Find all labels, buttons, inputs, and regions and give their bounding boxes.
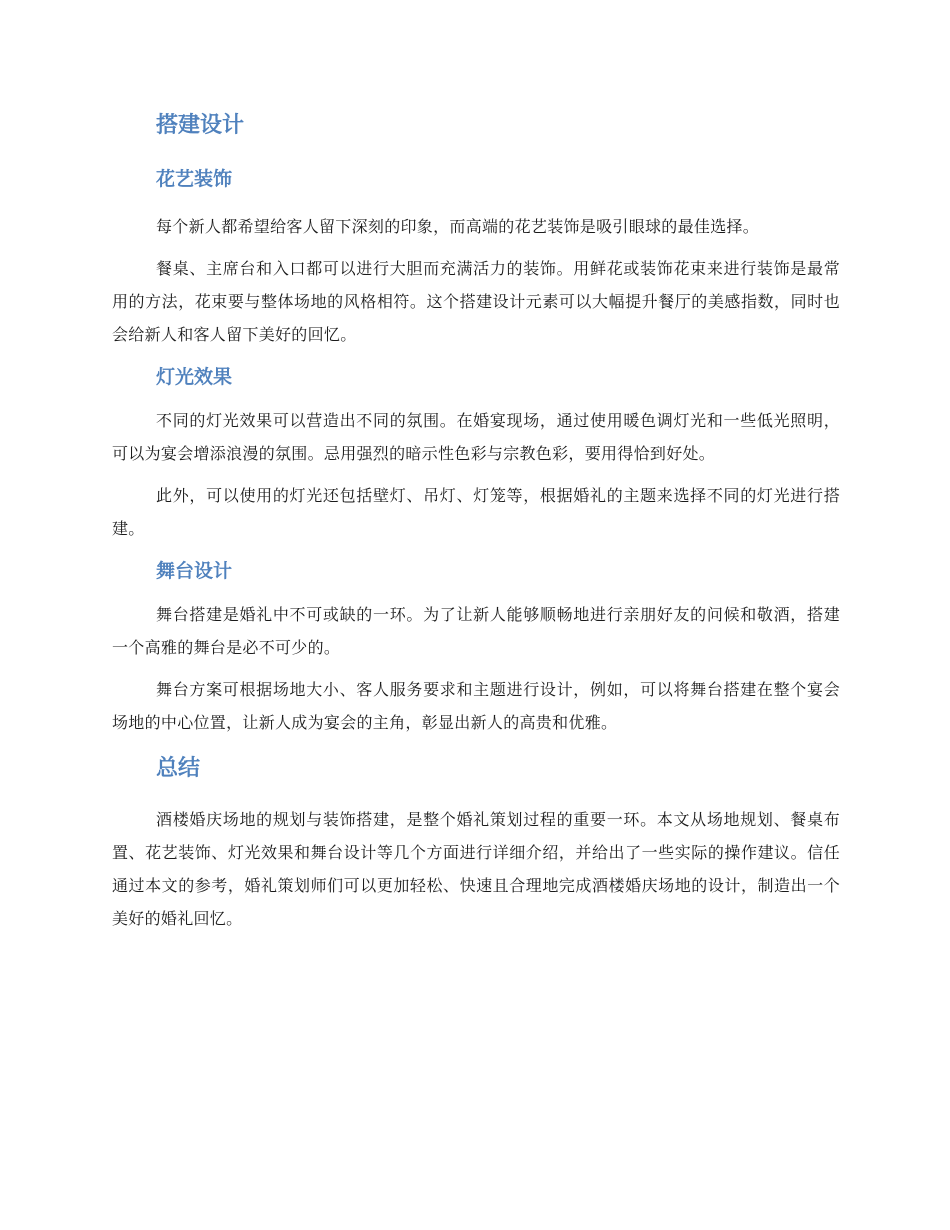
subsection-heading-lighting: 灯光效果: [156, 366, 233, 388]
section-heading-summary: 总结: [156, 756, 201, 781]
paragraph-floral-2: 餐桌、主席台和入口都可以进行大胆而充满活力的装饰。用鲜花或装饰花束来进行装饰是最常用的方法，花束要与整体场地的风格相符。这个搭建设计元素可以大幅提升餐厅的美感指数，同时也会给新人和客人留下美好的回忆。: [112, 259, 840, 344]
paragraph-lighting-1: 不同的灯光效果可以营造出不同的氛围。在婚宴现场，通过使用暖色调灯光和一些低光照明，可以为宴会增添浪漫的氛围。忌用强烈的暗示性色彩与宗教色彩，要用得恰到好处。: [112, 411, 840, 463]
paragraph-stage-2: 舞台方案可根据场地大小、客人服务要求和主题进行设计，例如，可以将舞台搭建在整个宴会场地的中心位置，让新人成为宴会的主角，彰显出新人的高贵和优雅。: [112, 680, 840, 732]
subsection-heading-floral: 花艺装饰: [156, 168, 233, 190]
paragraph-summary: 酒楼婚庆场地的规划与装饰搭建，是整个婚礼策划过程的重要一环。本文从场地规划、餐桌布置、花艺装饰、灯光效果和舞台设计等几个方面进行详细介绍，并给出了一些实际的操作建议。信任通过本文的参考，婚礼策划师们可以更加轻松、快速且合理地完成酒楼婚庆场地的设计，制造出一个美好的婚礼回忆。: [112, 810, 840, 928]
document-page: [112, 108, 840, 935]
section-heading-build-design: 搭建设计: [156, 113, 245, 138]
paragraph-stage-1: 舞台搭建是婚礼中不可或缺的一环。为了让新人能够顺畅地进行亲朋好友的问候和敬酒，搭建一个高雅的舞台是必不可少的。: [112, 605, 840, 657]
paragraph-lighting-2: 此外，可以使用的灯光还包括壁灯、吊灯、灯笼等，根据婚礼的主题来选择不同的灯光进行搭建。: [112, 486, 840, 538]
subsection-heading-stage: 舞台设计: [156, 560, 233, 582]
paragraph-floral-1: 每个新人都希望给客人留下深刻的印象，而高端的花艺装饰是吸引眼球的最佳选择。: [156, 217, 760, 236]
